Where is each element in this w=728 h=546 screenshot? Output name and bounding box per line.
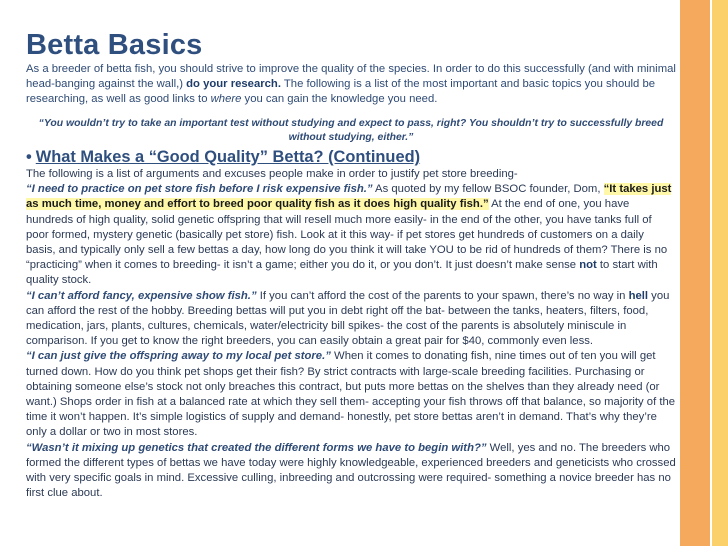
section-lead-in: The following is a list of arguments and excuses people make in order to justify pet store breeding- — [26, 168, 518, 180]
slide-content — [26, 28, 676, 501]
intro-paragraph: As a breeder of betta fish, you should strive to improve the quality of the species. In order to do this successfully (and with minimal head-banging against the wall,) do your research. The following is a list of the most important and basic topics you should be researching, as well as good links to where you can gain the knowledge you need. — [26, 63, 676, 105]
page-title: Betta Basics — [26, 29, 203, 61]
bullet-icon: • — [26, 148, 32, 166]
argument-paragraph-2: “I can’t afford fancy, expensive show fish.” If you can’t afford the cost of the parents to your spawn, there’s no way in hell you can afford the rest of the hobby. Breeding bettas will put you in debt right off the bat- between the tanks, heaters, filters, food, medication, jars, plants, cultures, chemicals, water/electricity bill spikes- the cost of the parents is absolutely miniscule in comparison. If you get to know the right breeders, you can easily obtain a great pair for $40, commonly even less. — [26, 289, 670, 348]
orange-stripe — [680, 0, 710, 546]
section-heading: • What Makes a “Good Quality” Betta? (Continued) — [26, 148, 421, 166]
argument-paragraph-3: “I can just give the offspring away to my local pet store.” When it comes to donating fish, nine times out of ten you will get turned down. How do you think pet shops get their fish? By strict contracts with large-scale breeding facilities. Purchasing or obtaining someone else’s stock not only breaches this contract, but puts more bettas on the shelves than they already need (or want.) Shops order in fish at a balanced rate at which they sell them- accepting your fish throws off that balance, so majority of the time it won’t happen. It’s simple logistics of supply and demand- honestly, pet store bettas aren’t in demand. That’s why they’re only a dollar or two in most stores. — [26, 350, 676, 439]
study-quote: “You wouldn’t try to take an important test without studying and expect to pass, right? You shouldn’t try to successfully breed without studying, either.” — [38, 118, 664, 143]
decorative-side-stripes — [680, 0, 728, 546]
intro-emphasis: do your research. — [186, 78, 281, 90]
yellow-stripe — [712, 0, 728, 546]
highlighted-quote: “It takes just as much time, money and effort to breed poor quality fish as it does high quality fish.” — [26, 183, 672, 211]
argument-quote: “I need to practice on pet store fish before I risk expensive fish.” — [26, 183, 373, 196]
argument-quote: “I can’t afford fancy, expensive show fish.” — [26, 289, 257, 302]
argument-quote: “I can just give the offspring away to my local pet store.” — [26, 350, 331, 363]
argument-quote: “Wasn’t it mixing up genetics that created the different forms we have to begin with?” — [26, 441, 487, 454]
argument-paragraph-4: “Wasn’t it mixing up genetics that created the different forms we have to begin with?” Well, yes and no. The breeders who formed the different types of bettas we have today were highly knowledgeable, experienced breeders and geneticists who crossed with very specific goals in mind. Excessive culling, inbreeding and outcrossing were required- something a novice breeder has no first clue about. — [26, 441, 676, 500]
argument-paragraph-1: “I need to practice on pet store fish before I risk expensive fish.” As quoted by my fellow BSOC founder, Dom, “It takes just as much time, money and effort to breed poor quality fish as it does high quality fish.” At the end of one, you have hundreds of high quality, solid genetic offspring that will resell much more easily- in the end of the other, you have tanks full of poor formed, mystery genetic (basically pet store) fish. Look at it this way- if pet stores get hundreds of customers on a daily basis, and typically only sell a few bettas a day, how long do you think it will take YOU to be rid of hundreds of them? There is no “practicing” when it comes to breeding- it isn’t a game; either you do it, or you don’t. It just doesn’t make sense not to start with quality stock. — [26, 183, 672, 287]
